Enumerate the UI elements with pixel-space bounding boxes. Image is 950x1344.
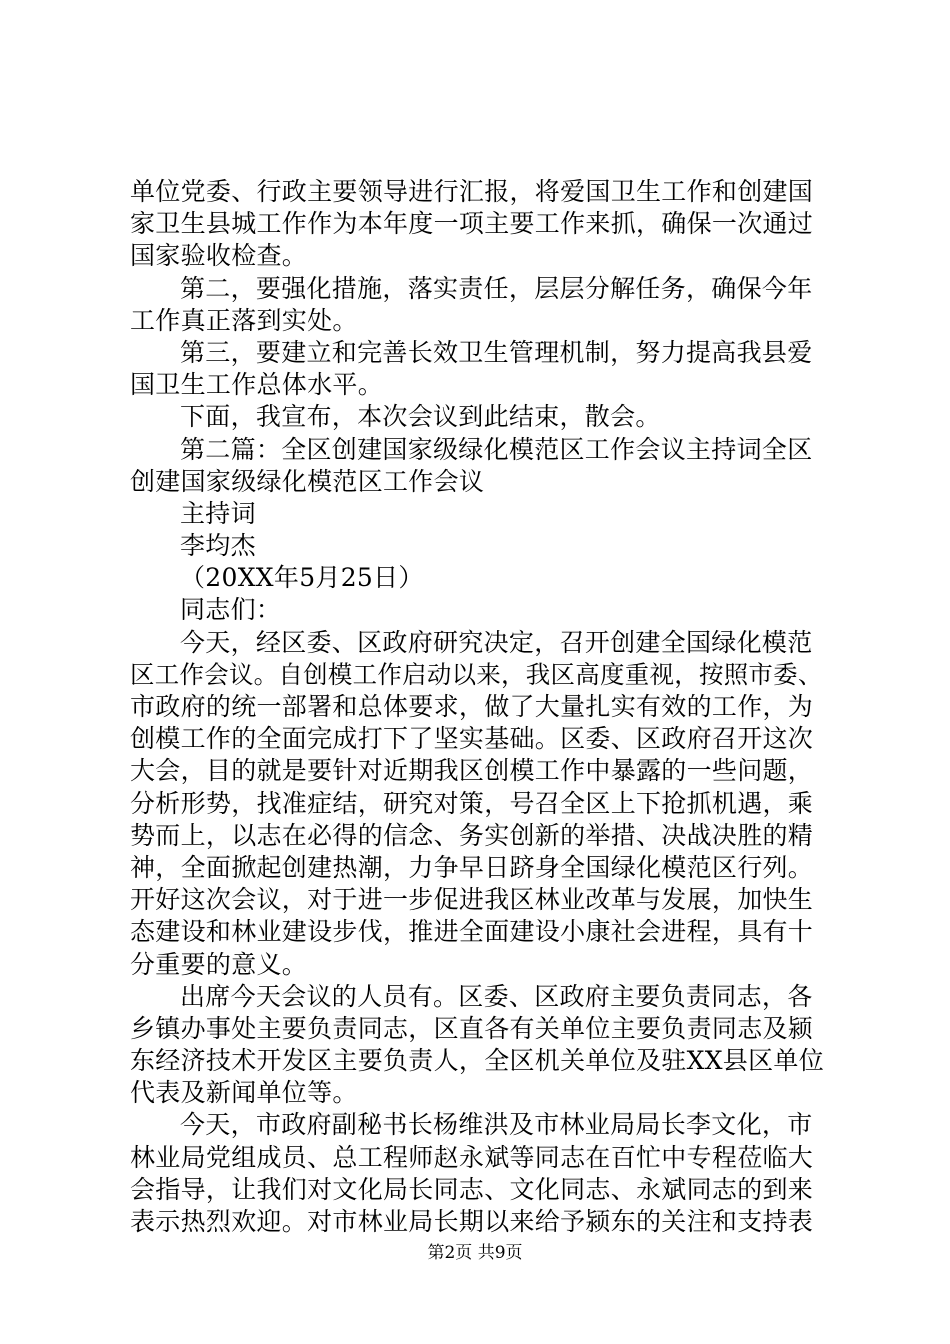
text-line: 神，全面掀起创建热潮，力争早日跻身全国绿化模范区行列。: [130, 852, 814, 882]
text-line: 家卫生县城工作作为本年度一项主要工作来抓，确保一次通过: [130, 209, 814, 239]
text-line: 国家验收检查。: [130, 241, 308, 271]
text-line: 态建设和林业建设步伐，推进全面建设小康社会进程，具有十: [130, 917, 814, 947]
text-line: 主持词: [180, 498, 256, 528]
text-line: 东经济技术开发区主要负责人，全区机关单位及驻XX县区单位: [130, 1046, 824, 1076]
text-line: 代表及新闻单位等。: [130, 1078, 358, 1108]
text-line: 李均杰: [180, 531, 256, 561]
text-line: 创建国家级绿化模范区工作会议: [130, 466, 485, 496]
text-line: 下面，我宣布，本次会议到此结束，散会。: [180, 402, 661, 432]
text-line: 今天，经区委、区政府研究决定，召开创建全国绿化模范: [180, 627, 813, 657]
text-line: 第三，要建立和完善长效卫生管理机制，努力提高我县爱: [180, 337, 813, 367]
text-line: 势而上，以志在必得的信念、务实创新的举措、决战决胜的精: [130, 820, 814, 850]
text-line: 分析形势，找准症结，研究对策，号召全区上下抢抓机遇，乘: [130, 788, 814, 818]
text-line: 国卫生工作总体水平。: [130, 370, 384, 400]
text-line: 区工作会议。自创模工作启动以来，我区高度重视，按照市委、: [130, 659, 823, 689]
text-line: 第二篇：全区创建国家级绿化模范区工作会议主持词全区: [180, 434, 813, 464]
text-line: 同志们：: [180, 595, 282, 625]
text-line: 分重要的意义。: [130, 949, 308, 979]
text-line: 单位党委、行政主要领导进行汇报，将爱国卫生工作和创建国: [130, 177, 814, 206]
text-line: 表示热烈欢迎。对市林业局长期以来给予颍东的关注和支持表: [130, 1207, 814, 1236]
text-line: 出席今天会议的人员有。区委、区政府主要负责同志，各: [180, 981, 813, 1011]
text-line: 市政府的统一部署和总体要求，做了大量扎实有效的工作，为: [130, 692, 814, 721]
text-line: 工作真正落到实处。: [130, 305, 358, 335]
text-line: 林业局党组成员、总工程师赵永斌等同志在百忙中专程莅临大: [130, 1142, 814, 1172]
document-body: [130, 176, 830, 1238]
text-line: 开好这次会议，对于进一步促进我区林业改革与发展，加快生: [130, 885, 814, 915]
text-line: 创模工作的全面完成打下了坚实基础。区委、区政府召开这次: [130, 724, 814, 754]
text-line: 今天，市政府副秘书长杨维洪及市林业局局长李文化，市: [180, 1110, 813, 1140]
text-line: 第二，要强化措施，落实责任，层层分解任务，确保今年: [180, 273, 813, 303]
text-line: 乡镇办事处主要负责同志，区直各有关单位主要负责同志及颍: [130, 1013, 814, 1043]
text-line: 会指导，让我们对文化局长同志、文化同志、永斌同志的到来: [130, 1174, 814, 1204]
page-number-footer: 第2页 共9页: [427, 1243, 523, 1263]
text-line: 大会，目的就是要针对近期我区创模工作中暴露的一些问题，: [130, 756, 814, 786]
text-line: （20XX年5月25日）: [180, 563, 424, 593]
